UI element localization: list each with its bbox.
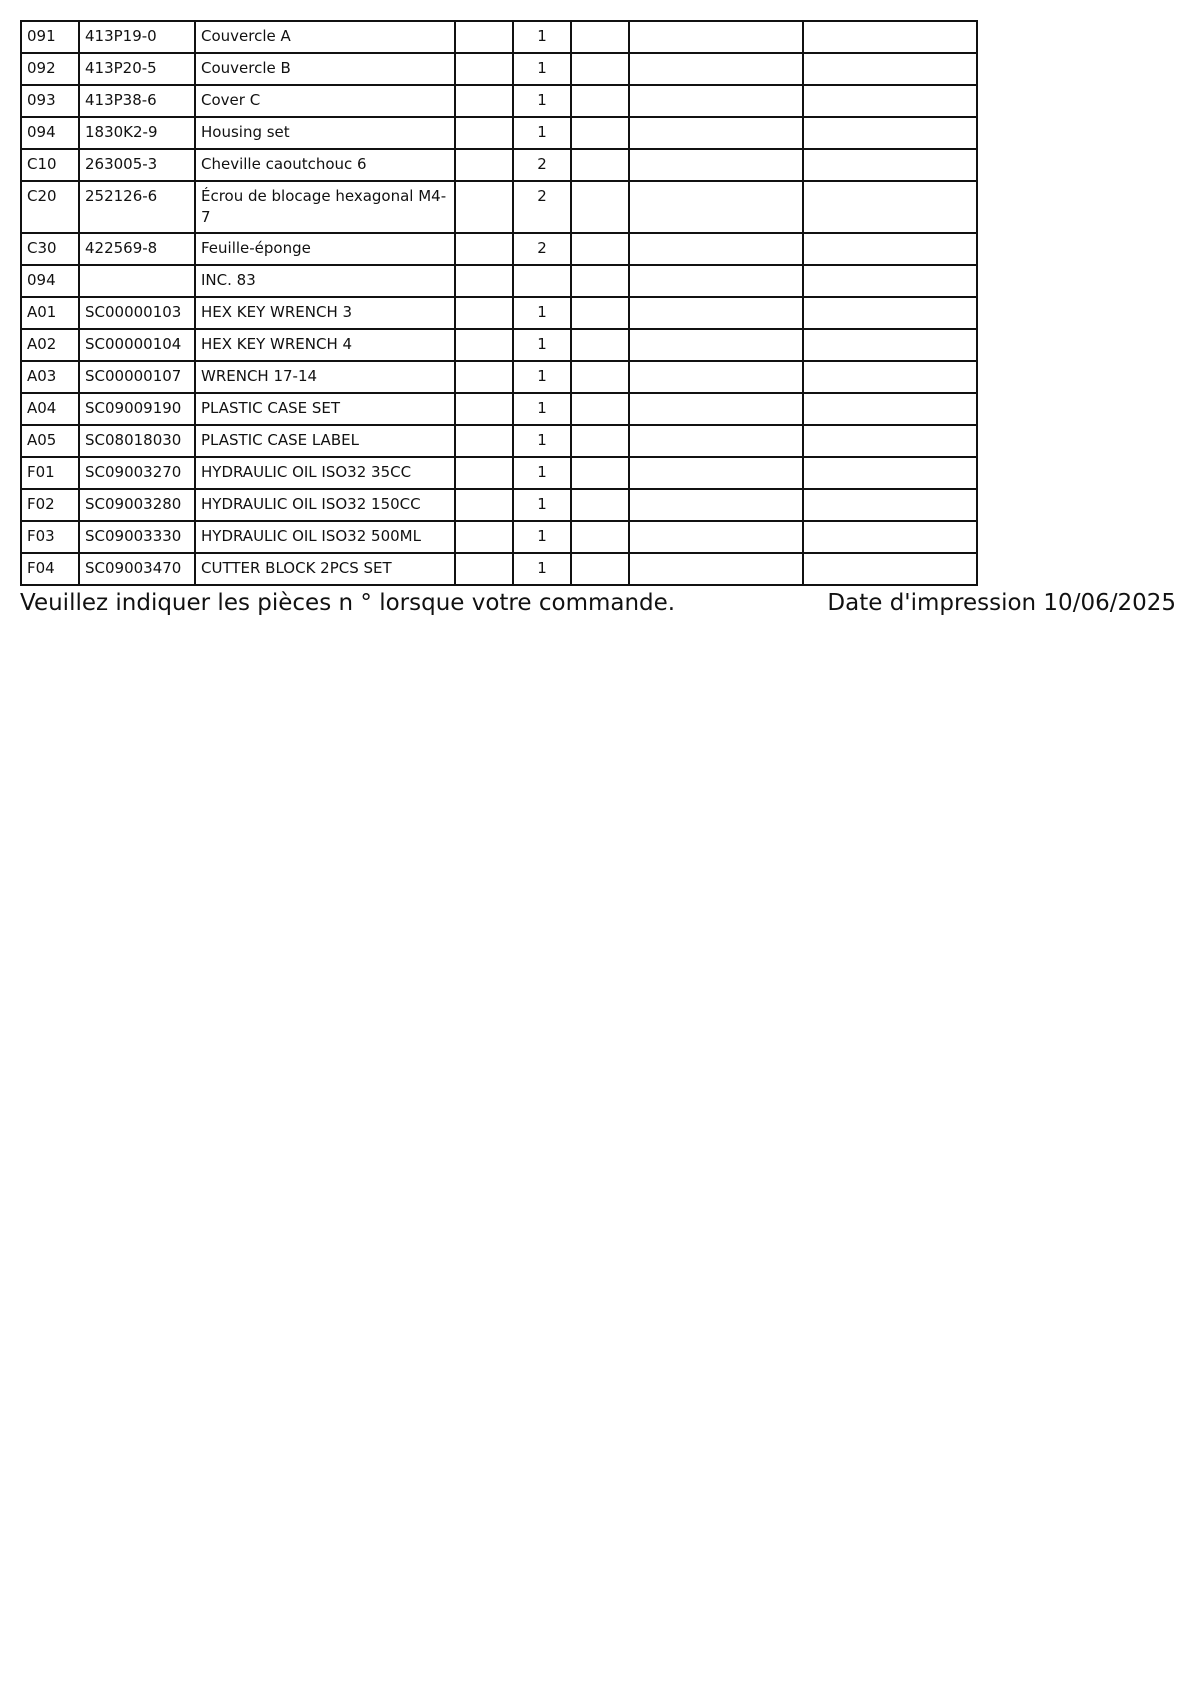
description-cell: PLASTIC CASE LABEL [195,425,455,457]
empty-cell [803,361,977,393]
empty-cell [455,425,513,457]
quantity-cell: 1 [513,425,571,457]
empty-cell [803,21,977,53]
empty-cell [803,181,977,233]
quantity-cell: 1 [513,521,571,553]
quantity-cell: 1 [513,393,571,425]
empty-cell [455,457,513,489]
empty-cell [803,85,977,117]
part-number-cell: 413P20-5 [79,53,195,85]
empty-cell [455,297,513,329]
description-cell: WRENCH 17-14 [195,361,455,393]
empty-cell [803,53,977,85]
item-number-cell: 093 [21,85,79,117]
description-cell: Cheville caoutchouc 6 [195,149,455,181]
empty-cell [629,149,803,181]
quantity-cell: 1 [513,117,571,149]
part-number-cell: 252126-6 [79,181,195,233]
empty-cell [803,297,977,329]
empty-cell [629,457,803,489]
quantity-cell: 1 [513,329,571,361]
item-number-cell: 094 [21,117,79,149]
table-row [21,85,977,117]
part-number-cell: SC08018030 [79,425,195,457]
part-number-cell: 263005-3 [79,149,195,181]
parts-table [20,20,978,586]
table-row [21,265,977,297]
empty-cell [629,521,803,553]
item-number-cell: F01 [21,457,79,489]
empty-cell [803,117,977,149]
table-row [21,53,977,85]
empty-cell [571,117,629,149]
description-cell: HYDRAULIC OIL ISO32 35CC [195,457,455,489]
description-cell: PLASTIC CASE SET [195,393,455,425]
quantity-cell [513,265,571,297]
quantity-cell: 1 [513,21,571,53]
empty-cell [455,265,513,297]
table-row [21,457,977,489]
part-number-cell: SC00000107 [79,361,195,393]
item-number-cell: F03 [21,521,79,553]
item-number-cell: A03 [21,361,79,393]
empty-cell [803,489,977,521]
empty-cell [455,85,513,117]
description-cell: HYDRAULIC OIL ISO32 500ML [195,521,455,553]
part-number-cell: SC09003330 [79,521,195,553]
empty-cell [803,233,977,265]
empty-cell [629,85,803,117]
empty-cell [629,425,803,457]
part-number-cell: 413P19-0 [79,21,195,53]
empty-cell [803,457,977,489]
empty-cell [571,149,629,181]
item-number-cell: A05 [21,425,79,457]
item-number-cell: A02 [21,329,79,361]
part-number-cell [79,265,195,297]
quantity-cell: 1 [513,489,571,521]
empty-cell [629,233,803,265]
description-cell: Couvercle A [195,21,455,53]
table-row [21,117,977,149]
empty-cell [455,53,513,85]
part-number-cell: 1830K2-9 [79,117,195,149]
empty-cell [571,53,629,85]
empty-cell [629,181,803,233]
empty-cell [455,21,513,53]
table-row [21,149,977,181]
empty-cell [629,361,803,393]
item-number-cell: F02 [21,489,79,521]
description-cell: INC. 83 [195,265,455,297]
quantity-cell: 1 [513,297,571,329]
description-cell: Écrou de blocage hexagonal M4-7 [195,181,455,233]
quantity-cell: 1 [513,53,571,85]
table-row [21,553,977,585]
empty-cell [455,393,513,425]
description-cell: Cover C [195,85,455,117]
empty-cell [571,521,629,553]
part-number-cell: SC09003280 [79,489,195,521]
empty-cell [803,425,977,457]
table-row [21,21,977,53]
quantity-cell: 2 [513,233,571,265]
quantity-cell: 1 [513,85,571,117]
empty-cell [571,181,629,233]
table-row [21,489,977,521]
empty-cell [571,553,629,585]
table-row [21,181,977,233]
empty-cell [803,149,977,181]
part-number-cell: SC09009190 [79,393,195,425]
empty-cell [629,265,803,297]
empty-cell [571,329,629,361]
empty-cell [629,393,803,425]
quantity-cell: 1 [513,553,571,585]
item-number-cell: C20 [21,181,79,233]
print-date: Date d'impression 10/06/2025 [827,590,1176,616]
empty-cell [455,117,513,149]
empty-cell [629,117,803,149]
description-cell: Housing set [195,117,455,149]
item-number-cell: 091 [21,21,79,53]
description-cell: HEX KEY WRENCH 4 [195,329,455,361]
quantity-cell: 1 [513,361,571,393]
description-cell: Feuille-éponge [195,233,455,265]
empty-cell [629,489,803,521]
part-number-cell: SC09003270 [79,457,195,489]
quantity-cell: 1 [513,457,571,489]
empty-cell [571,393,629,425]
empty-cell [803,521,977,553]
description-cell: HYDRAULIC OIL ISO32 150CC [195,489,455,521]
empty-cell [803,265,977,297]
empty-cell [629,53,803,85]
item-number-cell: A01 [21,297,79,329]
empty-cell [629,553,803,585]
empty-cell [455,149,513,181]
table-row [21,521,977,553]
empty-cell [571,489,629,521]
description-cell: HEX KEY WRENCH 3 [195,297,455,329]
part-number-cell: SC00000104 [79,329,195,361]
item-number-cell: C10 [21,149,79,181]
part-number-cell: SC09003470 [79,553,195,585]
empty-cell [455,489,513,521]
empty-cell [571,361,629,393]
empty-cell [571,85,629,117]
description-cell: CUTTER BLOCK 2PCS SET [195,553,455,585]
empty-cell [455,329,513,361]
empty-cell [629,21,803,53]
empty-cell [455,361,513,393]
empty-cell [571,425,629,457]
empty-cell [629,329,803,361]
parts-table-body [21,21,977,585]
description-cell: Couvercle B [195,53,455,85]
empty-cell [571,21,629,53]
empty-cell [803,393,977,425]
order-instruction-note: Veuillez indiquer les pièces n ° lorsque votre commande. [20,590,676,616]
item-number-cell: C30 [21,233,79,265]
table-row [21,297,977,329]
table-row [21,233,977,265]
empty-cell [571,457,629,489]
empty-cell [803,553,977,585]
empty-cell [455,181,513,233]
part-number-cell: 422569-8 [79,233,195,265]
empty-cell [629,297,803,329]
empty-cell [571,297,629,329]
table-row [21,425,977,457]
empty-cell [571,233,629,265]
part-number-cell: SC00000103 [79,297,195,329]
part-number-cell: 413P38-6 [79,85,195,117]
empty-cell [803,329,977,361]
item-number-cell: A04 [21,393,79,425]
empty-cell [455,233,513,265]
empty-cell [571,265,629,297]
quantity-cell: 2 [513,149,571,181]
item-number-cell: 094 [21,265,79,297]
item-number-cell: 092 [21,53,79,85]
table-row [21,361,977,393]
item-number-cell: F04 [21,553,79,585]
quantity-cell: 2 [513,181,571,233]
table-row [21,329,977,361]
table-row [21,393,977,425]
empty-cell [455,553,513,585]
empty-cell [455,521,513,553]
